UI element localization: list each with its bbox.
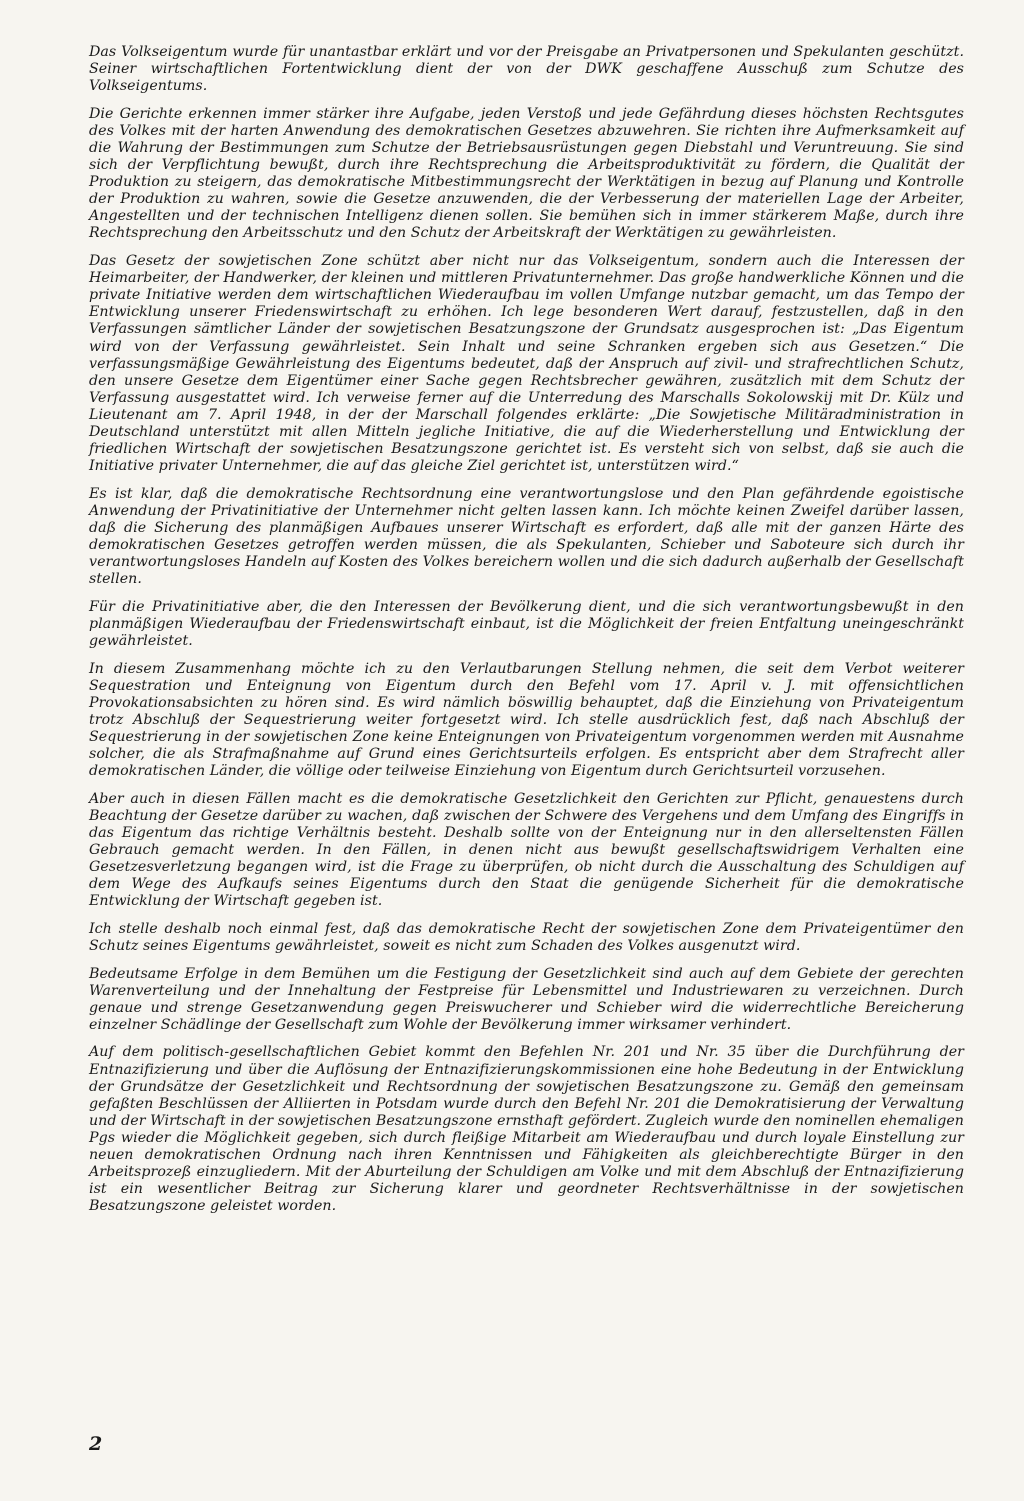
paragraph-9: Bedeutsame Erfolge in dem Bemühen um die Festigung der Gesetzlichkeit sind auch auf dem Gebiete der gerechten Warenverteilung und der Innehaltung der Festpreise für Lebensmittel und Industriewaren zu verzeichnen. Durch genaue und strenge Gesetzanwendung gegen Preiswucherer und Schieber wird die widerrechtliche Bereicherung einzelner Schädlinge der Gesellschaft zum Wohle der Bevölkerung immer wirksamer verhindert. xyxy=(89,965,964,1033)
paragraph-3: Das Gesetz der sowjetischen Zone schützt aber nicht nur das Volkseigentum, sondern auch die Interessen der Heimarbeiter, der Handwerker, der kleinen und mittleren Privatunternehmer. Das große handwerkliche Können und die private Initiative werden dem wirtschaftlichen Wiederaufbau im vollen Umfange nutzbar gemacht, um das Tempo der Entwicklung unserer Friedenswirtschaft zu erhöhen. Ich lege besonderen Wert darauf, festzustellen, daß in den Verfassungen sämtlicher Länder der sowjetischen Besatzungszone der Grundsatz ausgesprochen ist: „Das Eigentum wird von der Verfassung gewährleistet. Sein Inhalt und seine Schranken ergeben sich aus Gesetzen.“ Die verfassungsmäßige Gewährleistung des Eigentums bedeutet, daß der Anspruch auf zivil- und strafrechtlichen Schutz, den unsere Gesetze dem Eigentümer einer Sache gegen Rechtsbrecher gewähren, zusätzlich mit dem Schutz der Verfassung ausgestattet wird. Ich verweise ferner auf die Unterredung des Marschalls Sokolowskij mit Dr. Külz und Lieutenant am 7. April 1948, in der der Marschall folgendes erklärte: „Die Sowjetische Militäradministration in Deutschland unterstützt mit allen Mitteln jegliche Initiative, die auf die Wiederherstellung und Entwicklung der friedlichen Wirtschaft der sowjetischen Besatzungszone gerichtet ist. Es versteht sich von selbst, daß sie auch die Initiative privater Unternehmer, die auf das gleiche Ziel gerichtet ist, unterstützen wird.“ xyxy=(89,253,964,475)
paragraph-6: In diesem Zusammenhang möchte ich zu den Verlautbarungen Stellung nehmen, die seit dem Verbot weiterer Sequestration und Enteignung von Eigentum durch den Befehl vom 17. April v. J. mit offensichtlichen Provokationsabsichten zu hören sind. Es wird nämlich böswillig behauptet, daß die Einziehung von Privateigentum trotz Abschluß der Sequestrierung weiter fortgesetzt wird. Ich stelle ausdrücklich fest, daß nach Abschluß der Sequestrierung in der sowjetischen Zone keine Enteignungen von Privateigentum vorgenommen werden mit Ausnahme solcher, die als Strafmaßnahme auf Grund eines Gerichtsurteils erfolgen. Es entspricht aber dem Strafrecht aller demokratischen Länder, die völlige oder teilweise Einziehung von Eigentum durch Gerichtsurteil vorzusehen. xyxy=(89,660,964,780)
page-number: 2 xyxy=(89,1433,103,1455)
paragraph-5: Für die Privatinitiative aber, die den Interessen der Bevölkerung dient, und die sich verantwortungsbewußt in den planmäßigen Wiederaufbau der Friedenswirtschaft einbaut, ist die Möglichkeit der freien Entfaltung uneingeschränkt gewährleistet. xyxy=(89,598,964,649)
paragraph-2: Die Gerichte erkennen immer stärker ihre Aufgabe, jeden Verstoß und jede Gefährdung dieses höchsten Rechtsgutes des Volkes mit der harten Anwendung des demokratischen Gesetzes abzuwehren. Sie richten ihre Aufmerksamkeit auf die Wahrung der Bestimmungen zum Schutze der Betriebsausrüstungen gegen Diebstahl und Veruntreuung. Sie sind sich der Verpflichtung bewußt, durch ihre Rechtsprechung die Arbeitsproduktivität zu fördern, die Qualität der Produktion zu steigern, das demokratische Mitbestimmungsrecht der Werktätigen in bezug auf Planung und Kontrolle der Produktion zu wahren, sowie die Gesetze anzuwenden, die der Verbesserung der materiellen Lage der Arbeiter, Angestellten und der technischen Intelligenz dienen sollen. Sie bemühen sich in immer stärkerem Maße, durch ihre Rechtsprechung den Arbeitsschutz und den Schutz der Arbeitskraft der Werktätigen zu gewährleisten. xyxy=(89,105,964,242)
paragraph-4: Es ist klar, daß die demokratische Rechtsordnung eine verantwortungslose und den Plan gefährdende egoistische Anwendung der Privatinitiative der Unternehmer nicht gelten lassen kann. Ich möchte keinen Zweifel darüber lassen, daß die Sicherung des planmäßigen Aufbaues unserer Wirtschaft es erfordert, daß alle mit der ganzen Härte des demokratischen Gesetzes getroffen werden müssen, die als Spekulanten, Schieber und Saboteure sich durch ihr verantwortungsloses Handeln auf Kosten des Volkes bereichern wollen und die sich dadurch außerhalb der Gesellschaft stellen. xyxy=(89,485,964,588)
paragraph-1: Das Volkseigentum wurde für unantastbar erklärt und vor der Preisgabe an Privatpersonen und Spekulanten geschützt. Seiner wirtschaftlichen Fortentwicklung dient der von der DWK geschaffene Ausschuß zum Schutze des Volkseigentums. xyxy=(89,44,964,95)
body-text xyxy=(89,44,964,1215)
paragraph-7: Aber auch in diesen Fällen macht es die demokratische Gesetzlichkeit den Gerichten zur Pflicht, genauestens durch Beachtung der Gesetze darüber zu wachen, daß zwischen der Schwere des Vergehens und dem Umfang des Eingriffs in das Eigentum das richtige Verhältnis besteht. Deshalb sollte von der Enteignung nur in den allerseltensten Fällen Gebrauch gemacht werden. In den Fällen, in denen nicht aus bewußt gesellschaftswidrigem Verhalten eine Gesetzesverletzung begangen wird, ist die Frage zu überprüfen, ob nicht durch die Ausschaltung des Schuldigen auf dem Wege des Aufkaufs seines Eigentums durch den Staat die genügende Sicherheit für die demokratische Entwicklung der Wirtschaft gegeben ist. xyxy=(89,790,964,910)
paragraph-8: Ich stelle deshalb noch einmal fest, daß das demokratische Recht der sowjetischen Zone dem Privateigentümer den Schutz seines Eigentums gewährleistet, soweit es nicht zum Schaden des Volkes ausgenutzt wird. xyxy=(89,920,964,954)
paragraph-10: Auf dem politisch-gesellschaftlichen Gebiet kommt den Befehlen Nr. 201 und Nr. 35 über die Durchführung der Entnazifizierung und über die Auflösung der Entnazifizierungskommissionen eine hohe Bedeutung in der Entwicklung der Grundsätze der Gesetzlichkeit und Rechtsordnung der sowjetischen Besatzungszone zu. Gemäß den gemeinsam gefaßten Beschlüssen der Alliierten in Potsdam wurde durch den Befehl Nr. 201 die Demokratisierung der Verwaltung und der Wirtschaft in der sowjetischen Besatzungszone ernsthaft gefördert. Zugleich wurde den nominellen ehemaligen Pgs wieder die Möglichkeit gegeben, sich durch fleißige Mitarbeit am Wiederaufbau und durch loyale Einstellung zur neuen demokratischen Ordnung nach ihren Kenntnissen und Fähigkeiten als gleichberechtigte Bürger in den Arbeitsprozeß einzugliedern. Mit der Aburteilung der Schuldigen am Volke und mit dem Abschluß der Entnazifizierung ist ein wesentlicher Beitrag zur Sicherung klarer und geordneter Rechtsverhältnisse in der sowjetischen Besatzungszone geleistet worden. xyxy=(89,1044,964,1215)
